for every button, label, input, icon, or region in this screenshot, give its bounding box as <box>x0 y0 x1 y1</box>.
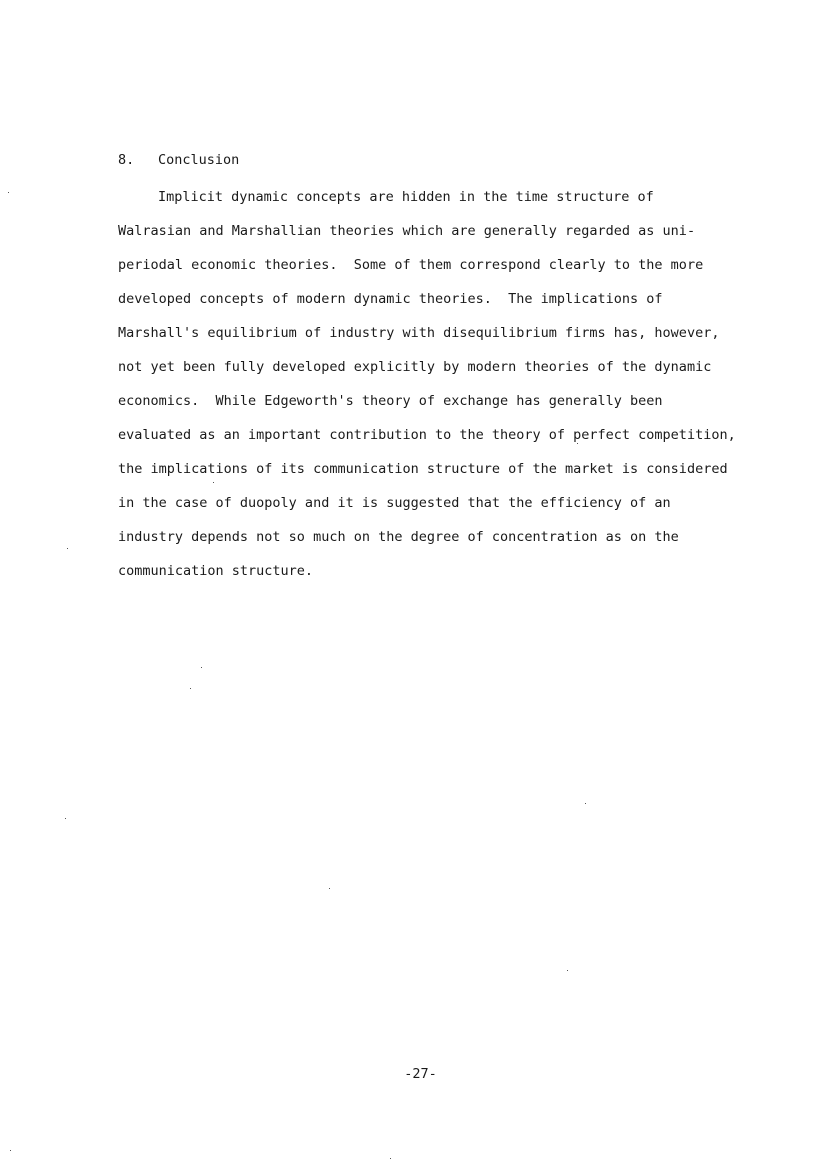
paragraph-line: Walrasian and Marshallian theories which are generally regarded as uni- <box>118 223 696 239</box>
scan-speck <box>567 970 568 971</box>
paragraph-line: economics. While Edgeworth's theory of exchange has generally been <box>118 393 663 409</box>
paragraph-line: Marshall's equilibrium of industry with disequilibrium firms has, however, <box>118 325 720 341</box>
section-number: 8. <box>118 152 135 168</box>
paragraph-line: in the case of duopoly and it is suggested that the efficiency of an <box>118 495 671 511</box>
paragraph-line: industry depends not so much on the degree of concentration as on the <box>118 529 679 545</box>
scan-speck <box>329 888 330 889</box>
section-title: Conclusion <box>158 152 240 168</box>
scan-speck <box>10 1150 11 1151</box>
paragraph-line: periodal economic theories. Some of them correspond clearly to the more <box>118 257 704 273</box>
paragraph-line: the implications of its communication structure of the market is considered <box>118 461 728 477</box>
paragraph-line: Implicit dynamic concepts are hidden in the time structure of <box>158 189 654 205</box>
scan-speck <box>390 1158 391 1159</box>
scan-speck <box>190 688 191 689</box>
section-heading <box>118 150 239 170</box>
conclusion-paragraph <box>118 180 758 588</box>
paragraph-line: evaluated as an important contribution to the theory of perfect competition, <box>118 427 736 443</box>
paragraph-line: not yet been fully developed explicitly by modern theories of the dynamic <box>118 359 712 375</box>
scan-speck <box>67 548 68 549</box>
paragraph-line: communication structure. <box>118 563 314 579</box>
scan-speck <box>8 192 9 193</box>
page-number: -27- <box>404 1066 437 1082</box>
scan-speck <box>577 443 578 444</box>
scan-speck <box>213 482 214 483</box>
scan-speck <box>201 667 202 668</box>
paragraph-line: developed concepts of modern dynamic theories. The implications of <box>118 291 663 307</box>
scan-speck <box>65 818 66 819</box>
scan-speck <box>585 803 586 804</box>
